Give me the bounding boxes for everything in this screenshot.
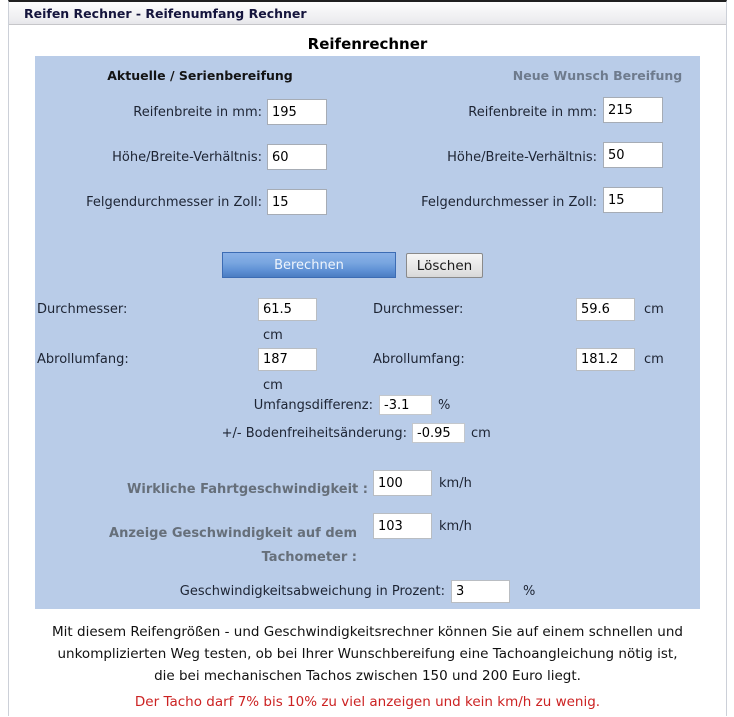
result-diameter-new[interactable] <box>576 298 635 321</box>
unit-real-speed: km/h <box>439 476 472 491</box>
label-displayed-speed-line1: Anzeige Geschwindigkeit auf dem <box>109 526 357 541</box>
input-rim-diameter-current[interactable] <box>267 189 327 215</box>
result-ground-clearance[interactable] <box>412 423 465 443</box>
label-diameter-current: Durchmesser: <box>37 302 128 317</box>
result-speed-deviation[interactable] <box>451 580 510 603</box>
footer-description <box>9 621 726 687</box>
input-tire-width-current[interactable] <box>267 99 327 125</box>
result-circumference-difference[interactable] <box>379 395 432 415</box>
label-rim-diameter-current: Felgendurchmesser in Zoll: <box>86 195 262 210</box>
page-frame <box>8 0 727 716</box>
result-displayed-speed[interactable] <box>373 513 432 539</box>
clear-button[interactable]: Löschen <box>406 253 483 278</box>
unit-displayed-speed: km/h <box>439 519 472 534</box>
result-diameter-current[interactable] <box>258 298 317 321</box>
unit-circumference-new: cm <box>644 352 664 367</box>
result-circumference-new[interactable] <box>576 348 635 371</box>
footer-line-2: unkomplizierten Weg testen, ob bei Ihrer Wunschbereifung eine Tachoangleichung nötig ist, <box>57 646 678 662</box>
input-aspect-ratio-new[interactable] <box>603 142 663 168</box>
unit-diameter-current: cm <box>263 328 283 343</box>
label-rim-diameter-new: Felgendurchmesser in Zoll: <box>421 195 597 210</box>
result-circumference-current[interactable] <box>258 348 317 371</box>
label-circumference-new: Abrollumfang: <box>373 352 465 367</box>
unit-circumference-difference: % <box>438 398 451 413</box>
calculator-panel <box>35 56 700 609</box>
unit-diameter-new: cm <box>644 302 664 317</box>
label-real-speed: Wirkliche Fahrtgeschwindigkeit : <box>127 482 368 497</box>
label-circumference-difference: Umfangsdifferenz: <box>253 398 373 413</box>
label-aspect-ratio-current: Höhe/Breite-Verhältnis: <box>112 150 262 165</box>
footer-line-1: Mit diesem Reifengrößen - und Geschwindigkeitsrechner können Sie auf einem schnellen und <box>52 624 683 640</box>
speedometer-warning: Der Tacho darf 7% bis 10% zu viel anzeigen und kein km/h zu wenig. <box>134 694 601 710</box>
footer-line-3: die bei mechanischen Tachos zwischen 150 und 200 Euro liegt. <box>154 668 581 684</box>
column-header-current: Aktuelle / Serienbereifung <box>107 68 293 83</box>
input-tire-width-new[interactable] <box>603 97 663 123</box>
label-displayed-speed <box>35 522 357 570</box>
result-real-speed[interactable] <box>373 470 432 496</box>
label-tire-width-current: Reifenbreite in mm: <box>133 105 262 120</box>
label-diameter-new: Durchmesser: <box>373 302 464 317</box>
input-aspect-ratio-current[interactable] <box>267 144 327 170</box>
unit-speed-deviation: % <box>523 584 536 599</box>
column-header-new: Neue Wunsch Bereifung <box>512 68 683 83</box>
page-title: Reifenrechner <box>307 35 428 53</box>
window-title-bar <box>9 2 726 25</box>
label-tire-width-new: Reifenbreite in mm: <box>468 105 597 120</box>
label-speed-deviation: Geschwindigkeitsabweichung in Prozent: <box>179 584 445 599</box>
label-ground-clearance: +/- Bodenfreiheitsänderung: <box>221 426 407 441</box>
label-displayed-speed-line2: Tachometer : <box>261 550 357 565</box>
label-aspect-ratio-new: Höhe/Breite-Verhältnis: <box>447 150 597 165</box>
unit-ground-clearance: cm <box>471 426 491 441</box>
input-rim-diameter-new[interactable] <box>603 187 663 213</box>
label-circumference-current: Abrollumfang: <box>37 352 129 367</box>
unit-circumference-current: cm <box>263 378 283 393</box>
calculate-button[interactable]: Berechnen <box>222 252 396 278</box>
window-title: Reifen Rechner - Reifenumfang Rechner <box>24 5 307 21</box>
